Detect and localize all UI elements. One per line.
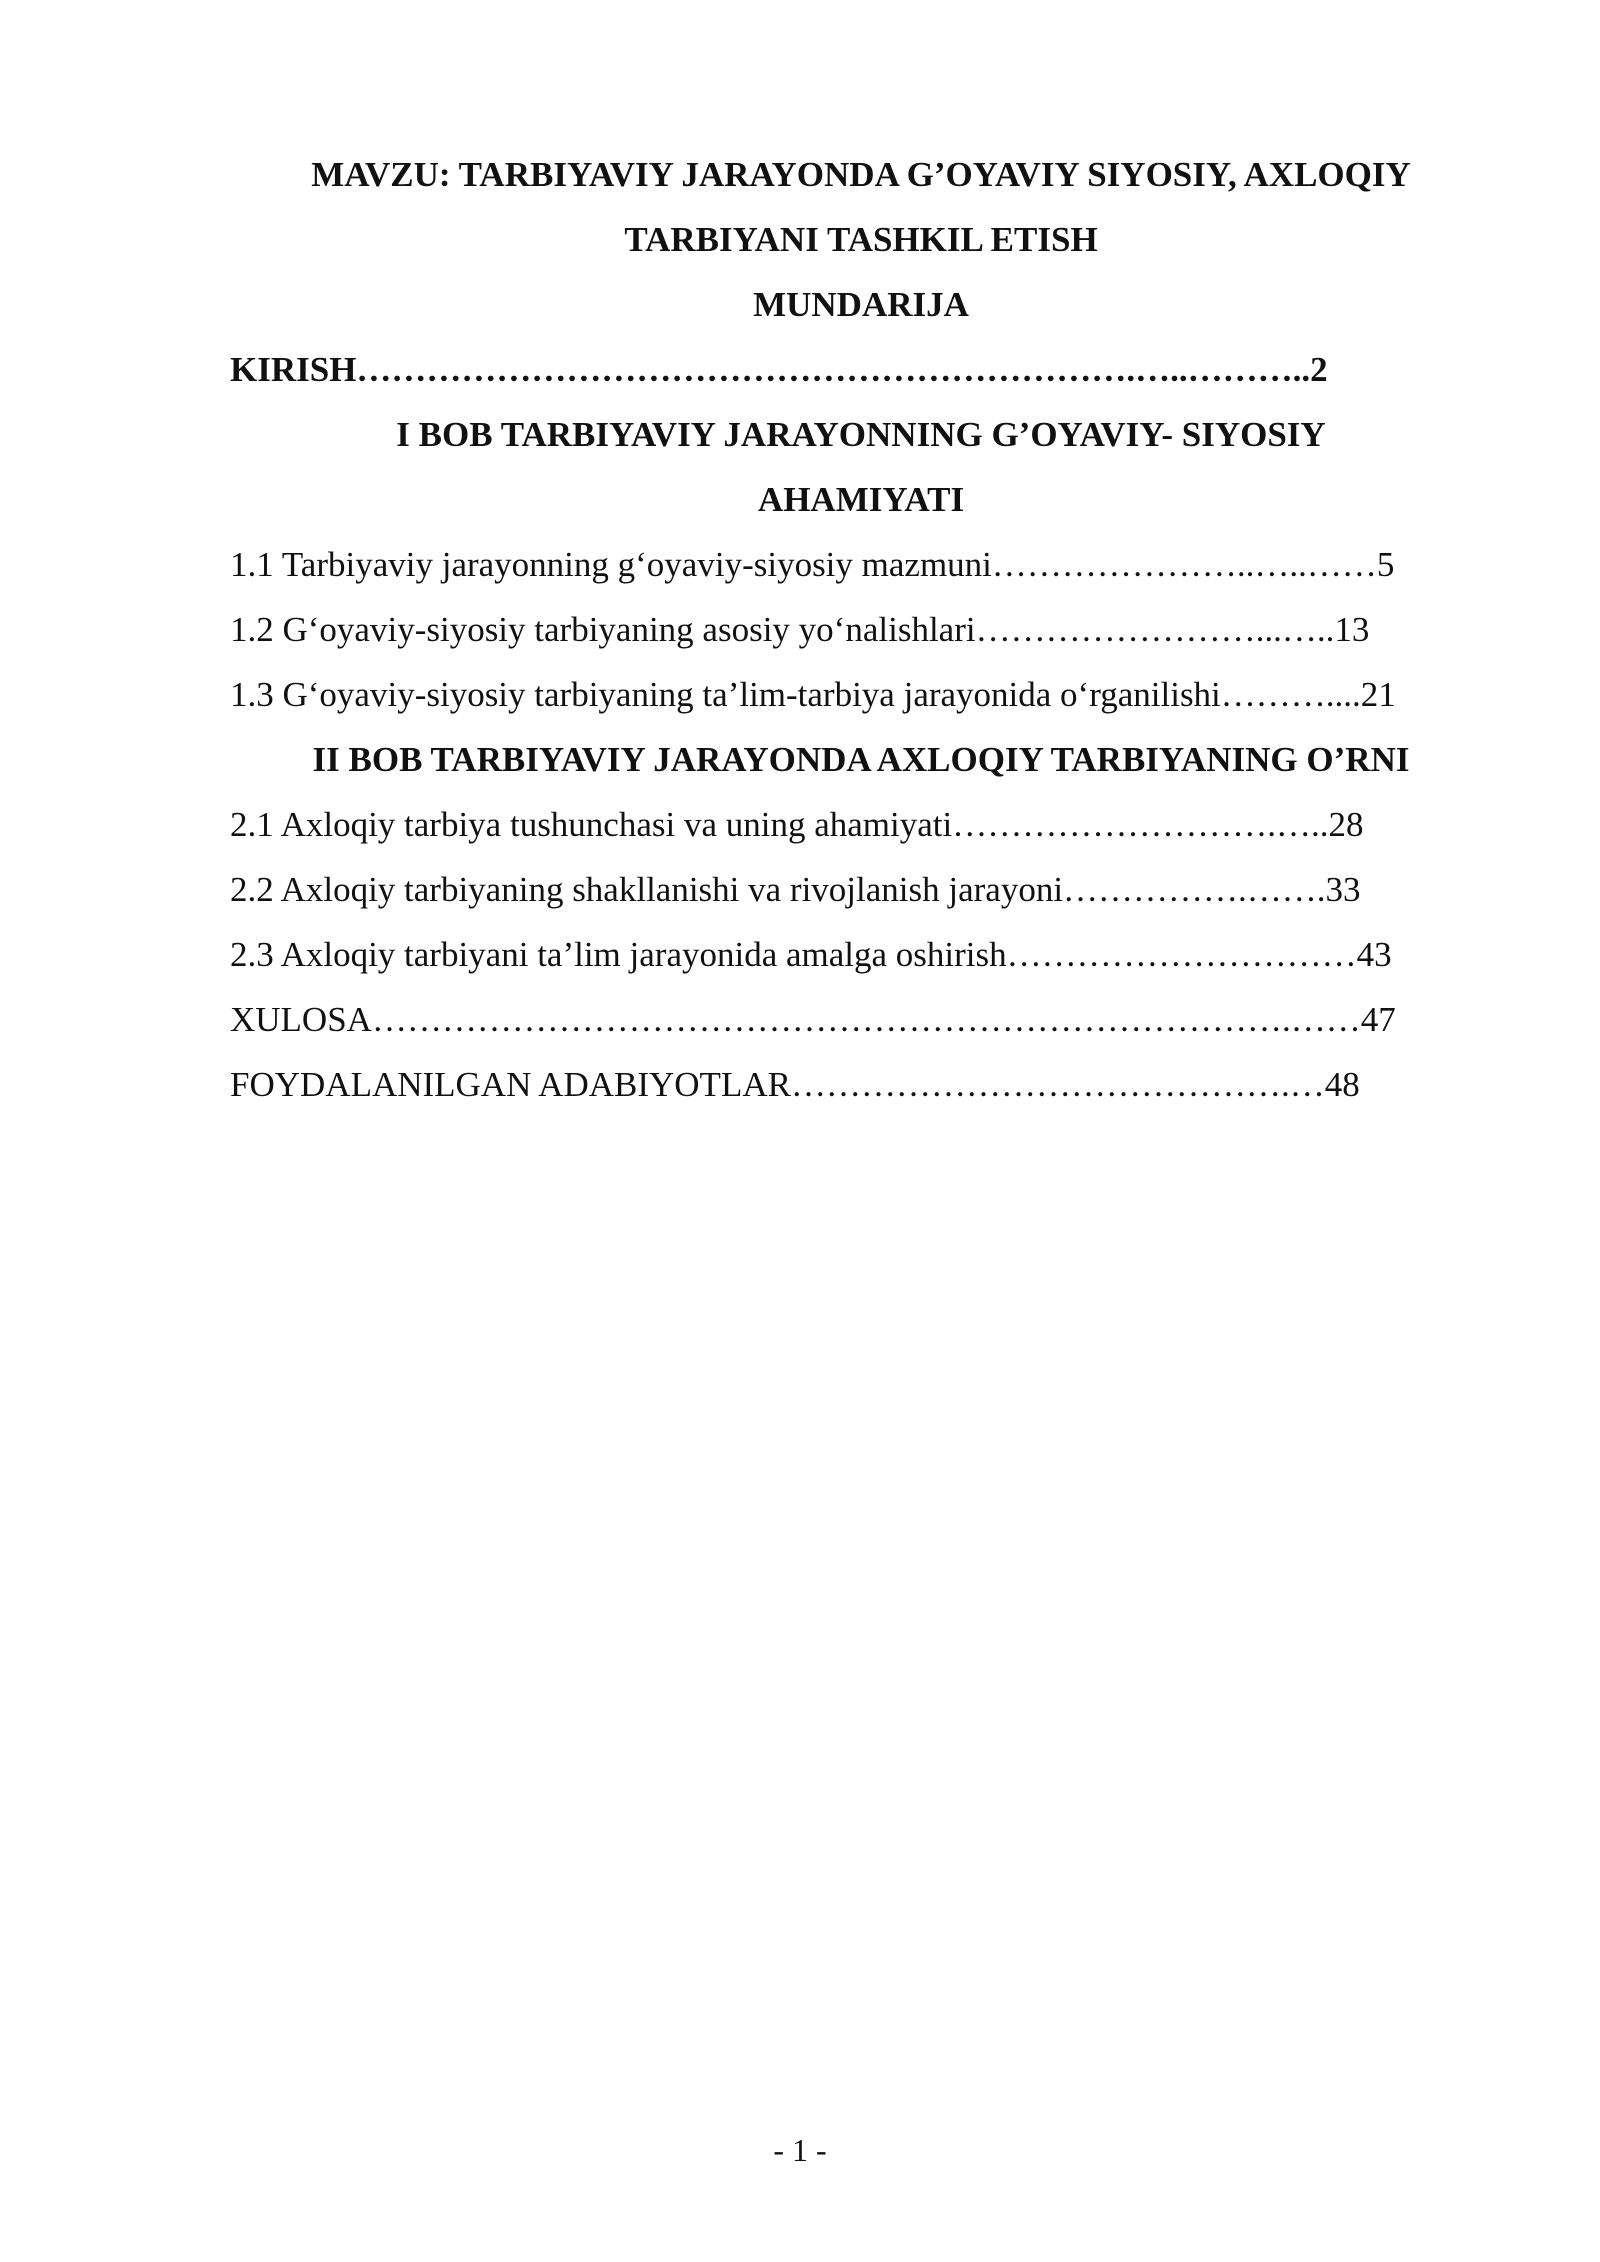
- toc-entry-2-3: 2.3 Axloqiy tarbiyani ta’lim jarayonida amalga oshirish…………………………43: [230, 935, 1392, 974]
- toc-entry-1-3: 1.3 G‘oyaviy-siyosiy tarbiyaning ta’lim-tarbiya jarayonida o‘rganilishi………....21: [230, 675, 1396, 714]
- toc-entry-conclusion: XULOSA…………………………………………………………………….……47: [230, 1000, 1396, 1039]
- toc-entry-2-2: 2.2 Axloqiy tarbiyaning shakllanishi va rivojlanish jarayoni…………….…….33: [230, 870, 1361, 909]
- toc-entry-references: FOYDALANILGAN ADABIYOTLAR…………………………………….…48: [230, 1065, 1360, 1104]
- toc-entry-1-1: 1.1 Tarbiyaviy jarayonning g‘oyaviy-siyosiy mazmuni…………………..…..……5: [230, 545, 1395, 584]
- toc-heading: MUNDARIJA: [753, 285, 969, 324]
- table-of-contents: [230, 142, 1492, 1117]
- toc-entry-introduction: KIRISH………………………………………………………….…..………..2: [230, 350, 1328, 389]
- chapter-1-heading-line-2: AHAMIYATI: [757, 480, 965, 519]
- toc-entry-2-1: 2.1 Axloqiy tarbiya tushunchasi va uning ahamiyati……………………….…..28: [230, 805, 1364, 844]
- chapter-2-heading: II BOB TARBIYAVIY JARAYONDA AXLOQIY TARBIYANING O’RNI: [312, 740, 1410, 779]
- chapter-1-heading-line-1: I BOB TARBIYAVIY JARAYONNING G’OYAVIY- SIYOSIY: [396, 415, 1326, 454]
- page-number: - 1 -: [773, 2132, 827, 2168]
- document-title-line-1: MAVZU: TARBIYAVIY JARAYONDA G’OYAVIY SIYOSIY, AXLOQIY: [311, 155, 1411, 194]
- document-title-line-2: TARBIYANI TASHKIL ETISH: [624, 220, 1098, 259]
- toc-entry-1-2: 1.2 G‘oyaviy-siyosiy tarbiyaning asosiy yo‘nalishlari……………………...…..13: [230, 610, 1370, 649]
